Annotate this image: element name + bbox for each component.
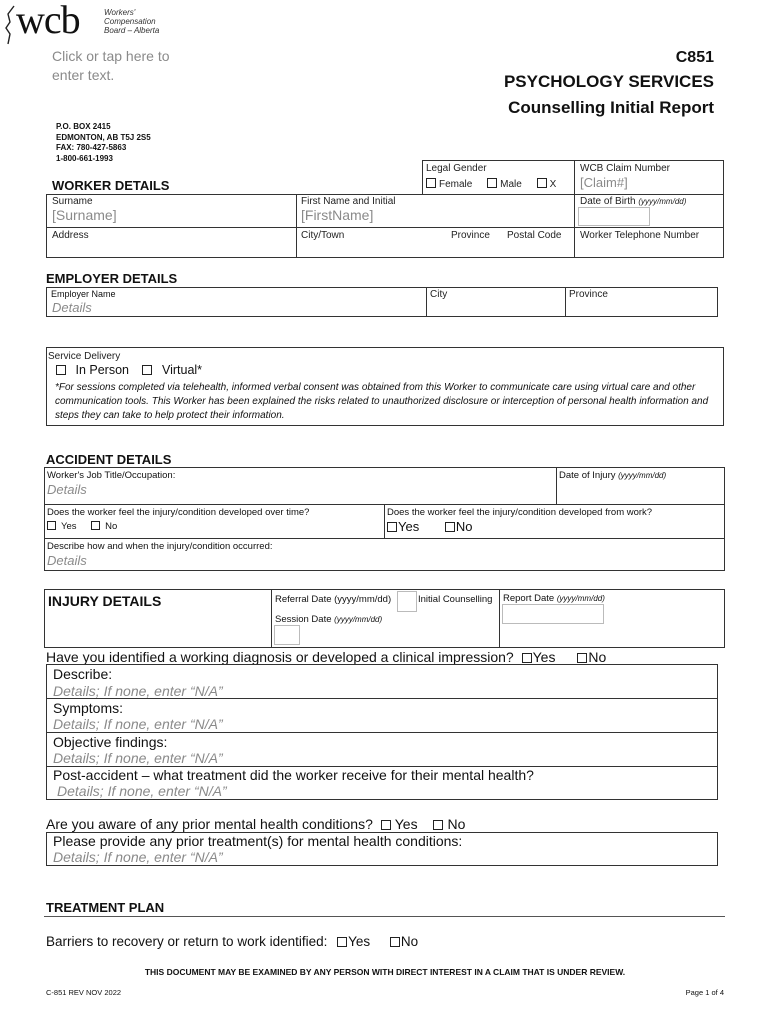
in-person-checkbox[interactable]: [56, 365, 66, 375]
job-title-input[interactable]: Details: [47, 482, 87, 497]
province-label: Province: [451, 230, 490, 241]
postal-code-label: Postal Code: [507, 230, 562, 241]
service-delivery-options: In Person Virtual*: [56, 363, 202, 377]
from-work-question: Does the worker feel the injury/condition developed from work?: [387, 507, 653, 518]
post-accident-treatment-input[interactable]: Details; If none, enter “N/A”: [57, 783, 227, 799]
treatment-plan-divider: [44, 916, 725, 917]
virtual-checkbox[interactable]: [142, 365, 152, 375]
surname-input[interactable]: [Surname]: [52, 207, 117, 223]
prior-treatment-input[interactable]: Details; If none, enter “N/A”: [53, 849, 223, 865]
revision-code: C-851 REV NOV 2022: [46, 988, 122, 997]
prior-treatment-label: Please provide any prior treatment(s) for mental health conditions:: [53, 833, 463, 849]
worker-details-title: WORKER DETAILS: [52, 178, 170, 193]
logo-tagline: Workers' Compensation Board – Alberta: [104, 8, 160, 35]
worker-phone-label: Worker Telephone Number: [580, 230, 700, 241]
service-delivery-label: Service Delivery: [48, 351, 121, 362]
treatment-plan-title: TREATMENT PLAN: [46, 900, 165, 915]
page-number: Page 1 of 4: [685, 988, 724, 997]
logo-text: wcb: [16, 0, 80, 42]
describe-label: Describe:: [53, 666, 113, 682]
over-time-options: Yes No: [47, 521, 117, 532]
objective-findings-label: Objective findings:: [53, 734, 168, 750]
telehealth-consent-note: *For sessions completed via telehealth, informed verbal consent was obtained from this Worker to communicate care using virtual care and other communication tools. This Worker has been explained the risks related to unauthorized disclosure or interception of personal health information and steps they can take to help protect their information.: [55, 382, 709, 421]
report-date-input[interactable]: [502, 604, 604, 624]
employer-city-label: City: [430, 289, 448, 300]
from-work-yes-checkbox[interactable]: [387, 522, 397, 532]
initial-counselling-label: Initial Counselling: [418, 594, 493, 605]
diagnosis-yes-checkbox[interactable]: [522, 653, 532, 663]
symptoms-input[interactable]: Details; If none, enter “N/A”: [53, 716, 223, 732]
session-date-label: Session Date (yyyy/mm/dd): [275, 614, 383, 625]
referral-date-input[interactable]: [397, 591, 417, 612]
describe-input[interactable]: Details; If none, enter “N/A”: [53, 683, 223, 699]
form-code: C851: [675, 49, 714, 66]
female-checkbox[interactable]: [426, 178, 436, 188]
injury-details-title: INJURY DETAILS: [48, 593, 162, 609]
report-date-label: Report Date (yyyy/mm/dd): [503, 593, 605, 604]
gender-options: Female Male X: [426, 178, 556, 190]
over-time-yes-checkbox[interactable]: [47, 521, 56, 530]
mailing-address: P.O. BOX 2415 EDMONTON, AB T5J 2S5 FAX: 780-427-5863 1-800-661-1993: [56, 122, 151, 163]
gender-x-checkbox[interactable]: [537, 178, 547, 188]
describe-injury-label: Describe how and when the injury/condition occurred:: [47, 541, 273, 552]
accident-details-title: ACCIDENT DETAILS: [46, 452, 172, 467]
employer-name-label: Employer Name: [51, 289, 116, 299]
employer-details-box: [46, 287, 718, 317]
diagnosis-question-row: Have you identified a working diagnosis or developed a clinical impression? Yes No: [46, 649, 607, 665]
from-work-no-checkbox[interactable]: [445, 522, 455, 532]
first-name-label: First Name and Initial: [301, 196, 396, 207]
diagnosis-no-checkbox[interactable]: [577, 653, 587, 663]
referral-date-label: Referral Date (yyyy/mm/dd): [275, 594, 392, 605]
barriers-no-checkbox[interactable]: [390, 937, 400, 947]
over-time-no-checkbox[interactable]: [91, 521, 100, 530]
symptoms-label: Symptoms:: [53, 700, 124, 716]
legal-gender-label: Legal Gender: [426, 163, 487, 174]
dob-label: Date of Birth (yyyy/mm/dd): [580, 196, 687, 207]
surname-label: Surname: [52, 196, 93, 207]
prior-yes-checkbox[interactable]: [381, 820, 391, 830]
review-notice: THIS DOCUMENT MAY BE EXAMINED BY ANY PERSON WITH DIRECT INTEREST IN A CLAIM THAT IS UNDER REVIEW.: [144, 967, 626, 977]
employer-details-title: EMPLOYER DETAILS: [46, 271, 178, 286]
claim-number-label: WCB Claim Number: [580, 163, 671, 174]
over-time-question: Does the worker feel the injury/condition developed over time?: [47, 507, 310, 518]
from-work-options: Yes No: [387, 519, 472, 534]
logo: [4, 2, 174, 46]
address-label: Address: [52, 230, 89, 241]
objective-findings-input[interactable]: Details; If none, enter “N/A”: [53, 750, 223, 766]
logo-bracket-icon: [4, 4, 16, 46]
session-date-input[interactable]: [274, 625, 300, 645]
date-of-injury-label: Date of Injury (yyyy/mm/dd): [559, 470, 667, 481]
employer-province-label: Province: [569, 289, 608, 300]
form-title: PSYCHOLOGY SERVICES: [503, 72, 714, 91]
male-checkbox[interactable]: [487, 178, 497, 188]
first-name-input[interactable]: [FirstName]: [301, 207, 374, 223]
prior-conditions-question-row: Are you aware of any prior mental health conditions? Yes No: [46, 816, 466, 832]
post-accident-treatment-label: Post-accident – what treatment did the worker receive for their mental health?: [53, 767, 534, 783]
prior-no-checkbox[interactable]: [433, 820, 443, 830]
employer-name-input[interactable]: Details: [52, 300, 92, 315]
header-placeholder-field[interactable]: Click or tap here to enter text.: [52, 48, 170, 83]
claim-number-input[interactable]: [Claim#]: [580, 175, 628, 190]
barriers-yes-checkbox[interactable]: [337, 937, 347, 947]
barriers-question-row: Barriers to recovery or return to work identified: Yes No: [46, 934, 419, 949]
describe-injury-input[interactable]: Details: [47, 553, 87, 568]
job-title-label: Worker's Job Title/Occupation:: [47, 470, 176, 481]
form-subtitle: Counselling Initial Report: [508, 98, 714, 117]
dob-input[interactable]: [578, 207, 650, 226]
city-town-label: City/Town: [301, 230, 345, 241]
